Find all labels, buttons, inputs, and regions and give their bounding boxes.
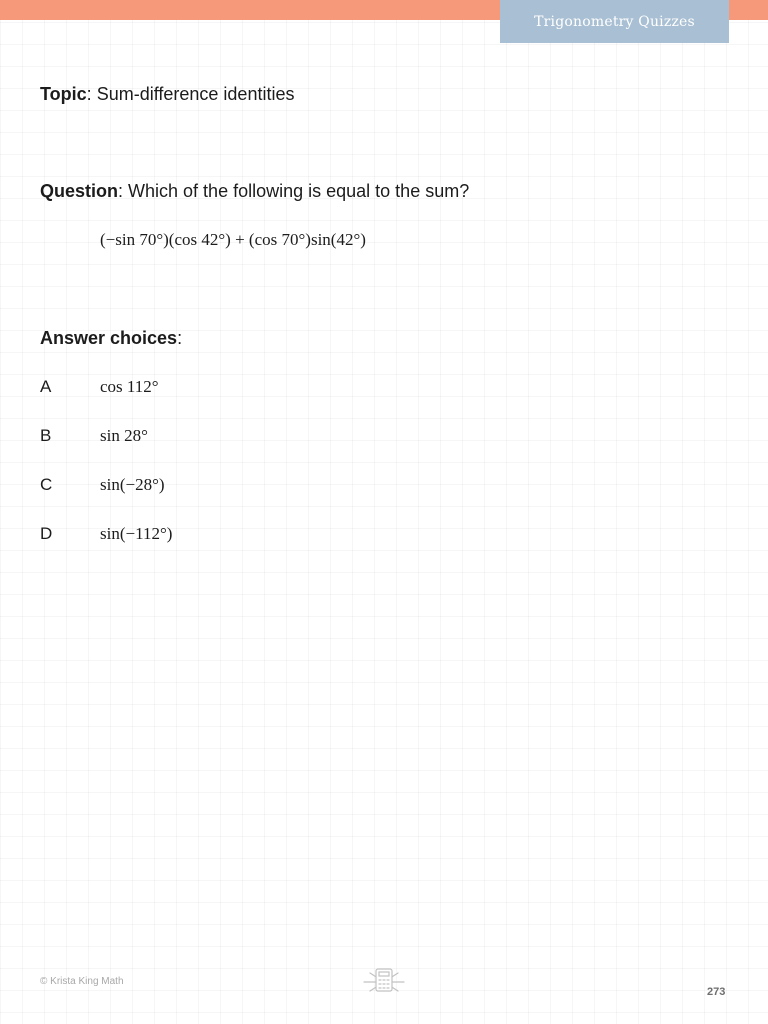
choice-b-letter: B <box>40 426 52 445</box>
question-separator: : <box>118 181 124 201</box>
page-number: 273 <box>707 986 726 998</box>
choice-d-text: sin(−112°) <box>100 524 173 543</box>
topic-separator: : <box>86 84 92 104</box>
topic-label: Topic <box>40 84 87 104</box>
choice-a-letter: A <box>40 377 52 396</box>
answer-choices-separator: : <box>177 328 183 348</box>
choice-b-text: sin 28° <box>100 426 148 445</box>
answer-choices-heading <box>40 327 182 349</box>
topic-value: Sum-difference identities <box>91 84 295 104</box>
question-text: Which of the following is equal to the sum? <box>123 181 470 201</box>
choice-a-text: cos 112° <box>100 377 159 396</box>
choice-c-text: sin(−28°) <box>100 475 165 494</box>
footer-copyright: © Krista King Math <box>40 976 124 987</box>
header-section-tab <box>500 0 729 43</box>
question-label: Question <box>40 181 119 201</box>
choice-d-letter: D <box>40 524 53 543</box>
calculator-pencil-logo-icon <box>360 966 408 994</box>
answer-choices-label: Answer choices <box>40 328 178 348</box>
header-section-title: Trigonometry Quizzes <box>534 13 695 30</box>
choice-c-letter: C <box>40 475 53 494</box>
question-line <box>40 180 469 202</box>
topic-line <box>40 83 294 105</box>
question-expression: (−sin 70°)(cos 42°) + (cos 70°)sin(42°) <box>100 230 366 249</box>
